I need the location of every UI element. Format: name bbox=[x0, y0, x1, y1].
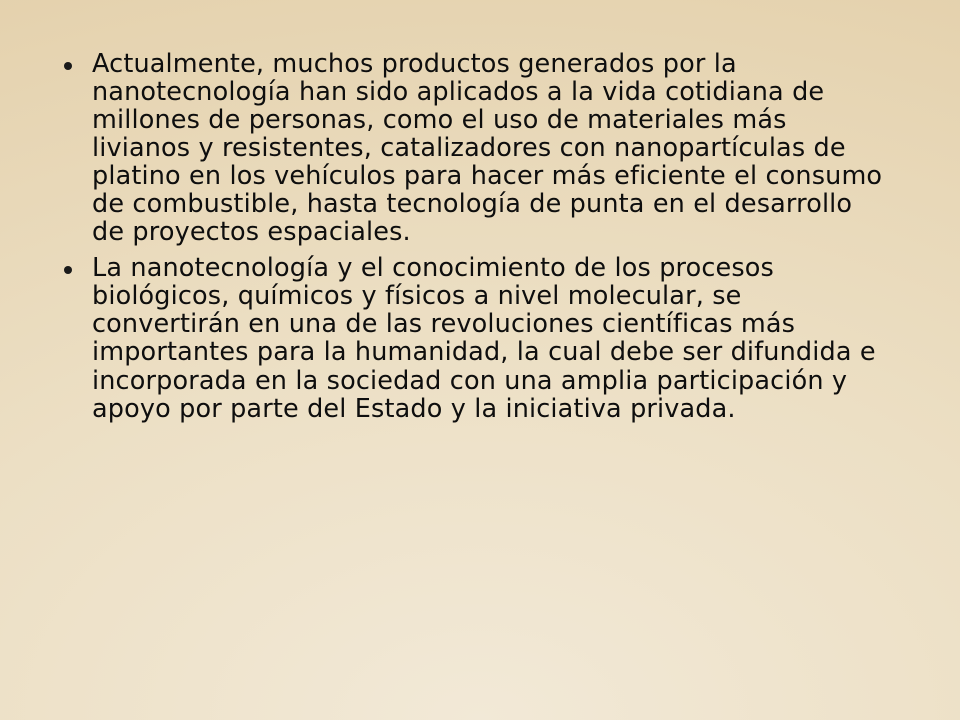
bullet-text: Actualmente, muchos productos generados por la nanotecnología han sido aplicados a la vida cotidiana de millones de personas, como el uso de materiales más livianos y resistentes, catalizadores con nanopartículas de platino en los vehículos para hacer más eficiente el consumo de combustible, hasta tecnología de punta en el desarrollo de proyectos espaciales. bbox=[92, 49, 883, 248]
bullet-list bbox=[64, 50, 884, 431]
bullet-text: La nanotecnología y el conocimiento de los procesos biológicos, químicos y físicos a nivel molecular, se convertirán en una de las revoluciones científicas más importantes para la humanidad, la cual debe ser difundida e incorporada en la sociedad con una amplia participación y apoyo por parte del Estado y la iniciativa privada. bbox=[92, 253, 876, 424]
bullet-point-icon bbox=[64, 266, 72, 274]
bullet-item-nanotech-products bbox=[64, 50, 884, 246]
bullet-point-icon bbox=[64, 62, 72, 70]
bullet-item-scientific-revolution bbox=[64, 254, 884, 422]
